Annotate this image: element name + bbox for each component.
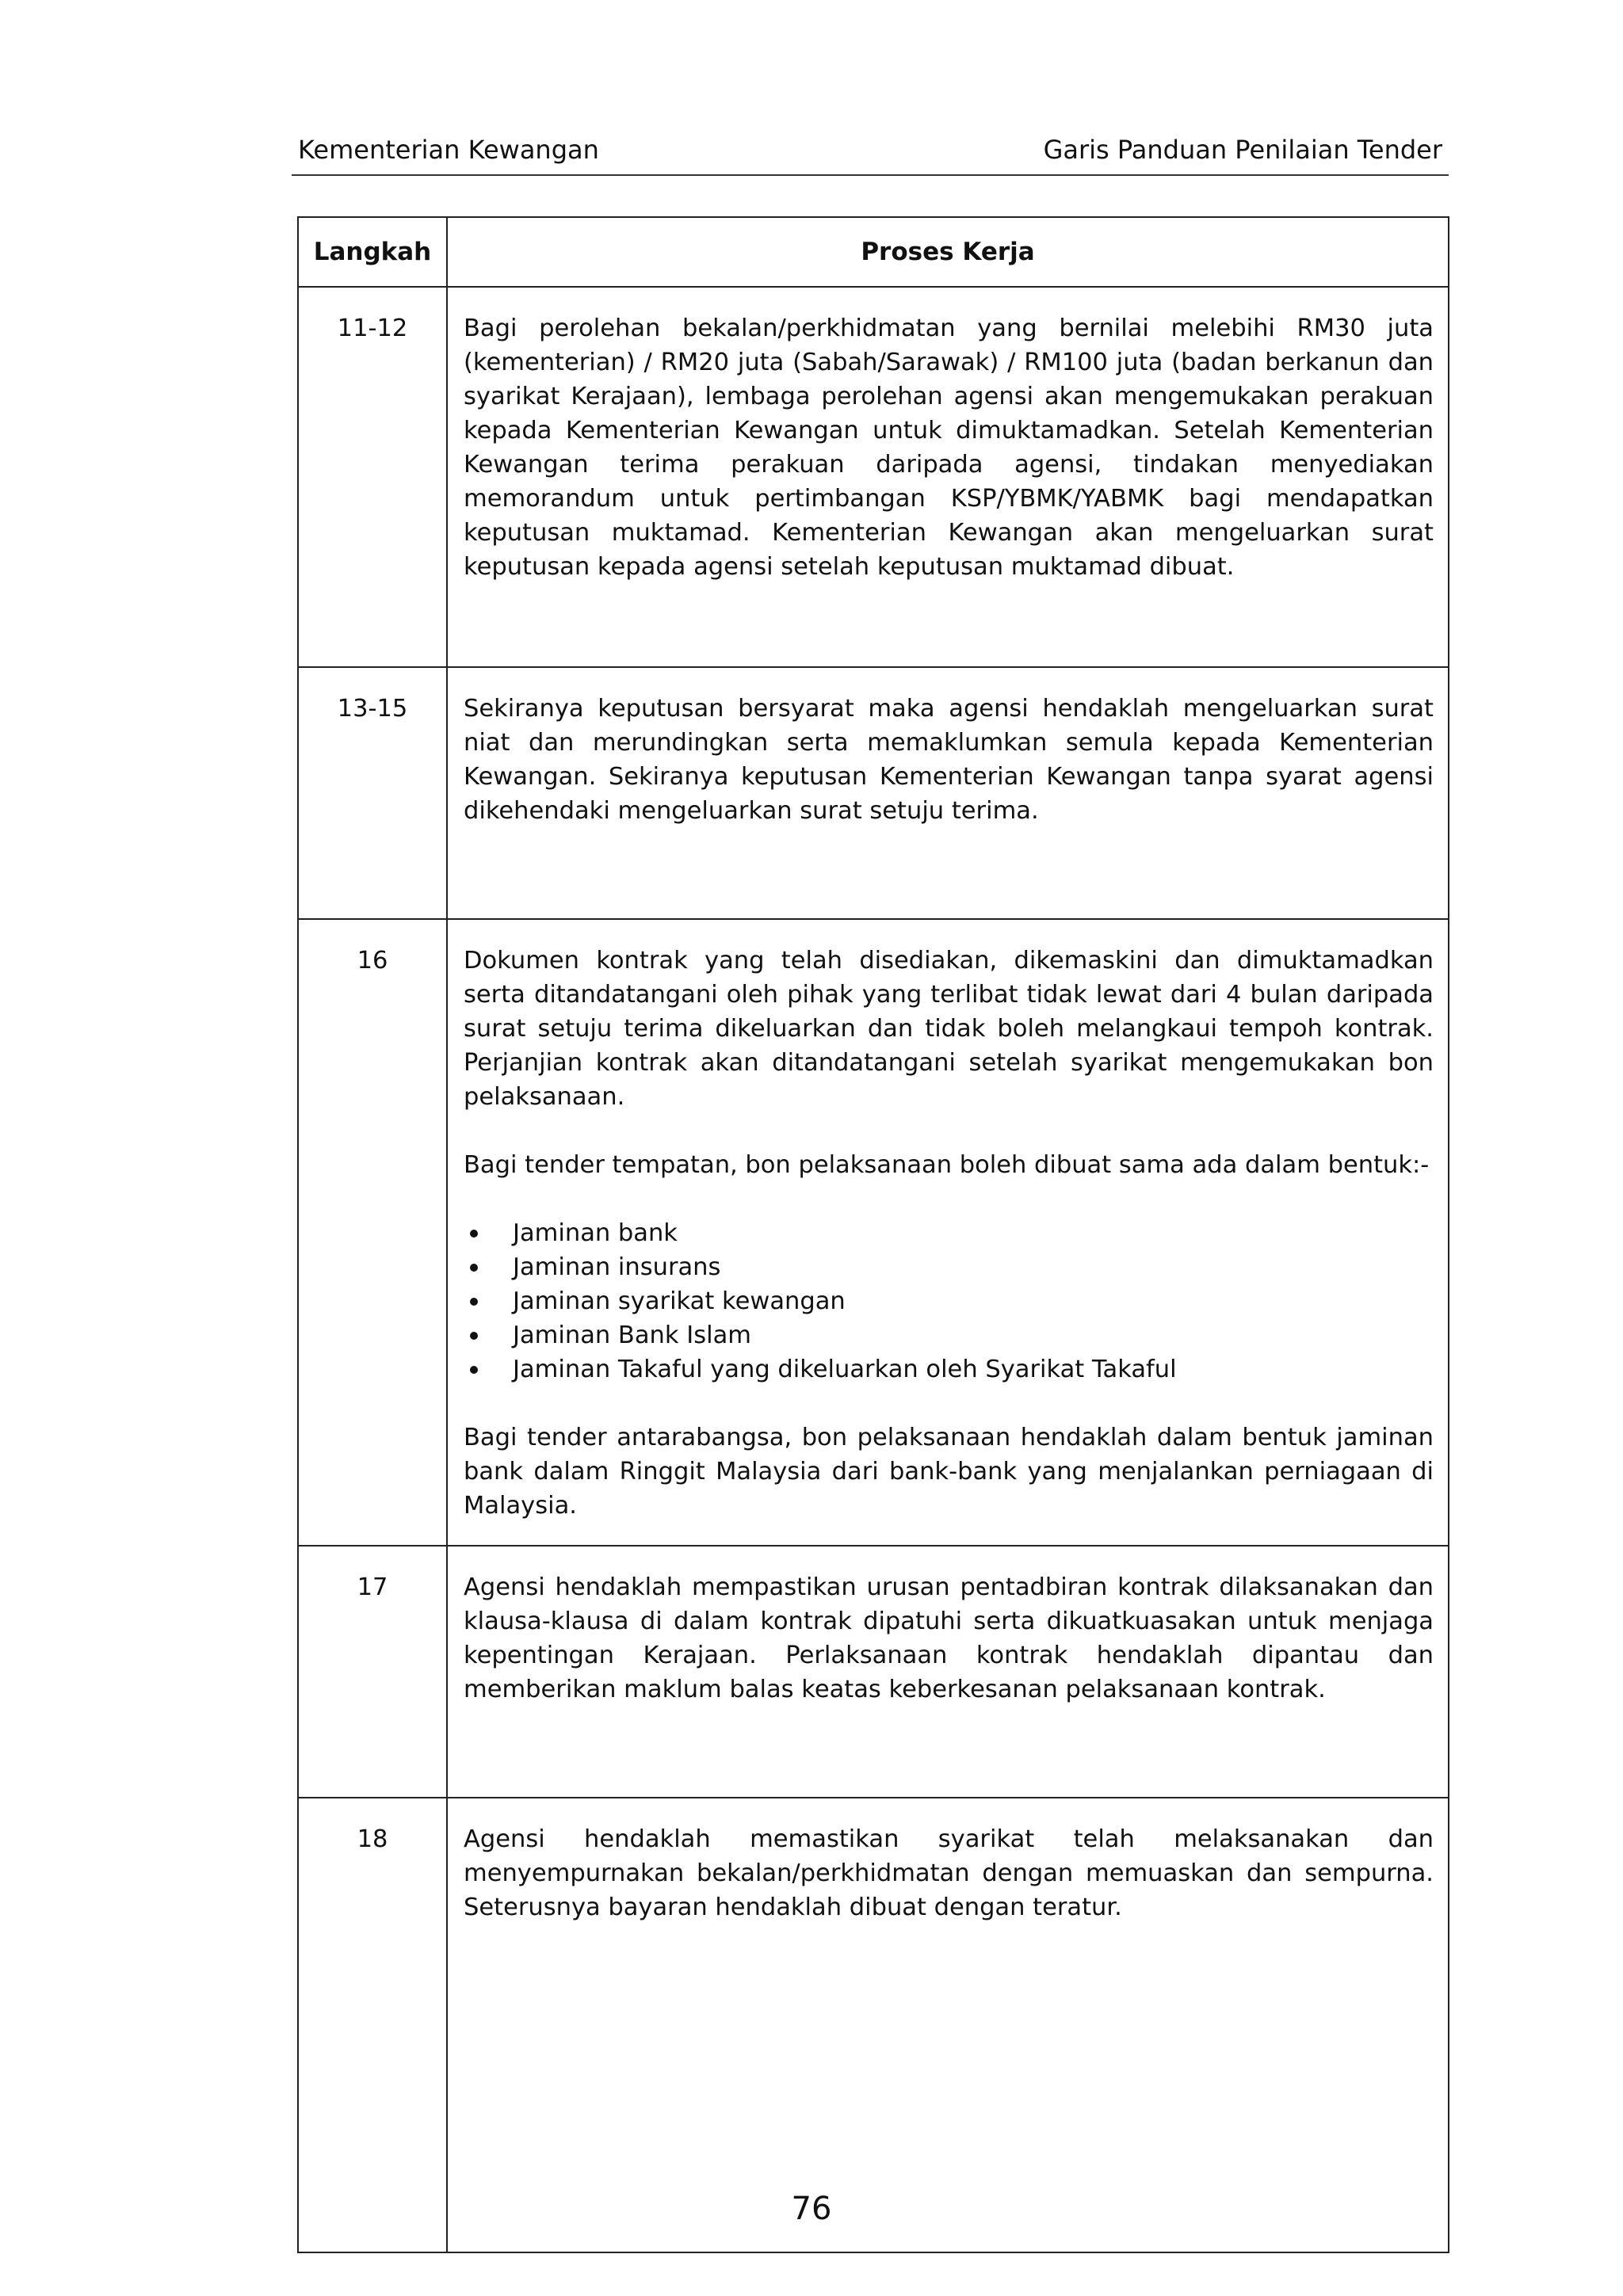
- bullet-icon: [470, 1366, 478, 1374]
- bullet-icon: [470, 1230, 478, 1238]
- bond-type-list: [464, 1216, 1434, 1386]
- paragraph: Dokumen kontrak yang telah disediakan, dikemaskini dan dimuktamadkan serta ditandatangani oleh pihak yang terlibat tidak lewat dari 4 bulan daripada surat setuju terima dikeluarkan dan tidak boleh melangkaui tempoh kontrak. Perjanjian kontrak akan ditandatangani setelah syarikat mengemukakan bon pelaksanaan.: [464, 947, 1434, 1111]
- list-item: [464, 1216, 1434, 1250]
- list-item-text: Jaminan Bank Islam: [513, 1322, 751, 1349]
- paragraph: Bagi perolehan bekalan/perkhidmatan yang bernilai melebihi RM30 juta (kementerian) / RM20 juta (Sabah/Sarawak) / RM100 juta (badan berkanun dan syarikat Kerajaan), lembaga perolehan agensi akan mengemukakan perakuan kepada Kementerian Kewangan untuk dimuktamadkan. Setelah Kementerian Kewangan terima perakuan daripada agensi, tindakan menyediakan memorandum untuk pertimbangan KSP/YBMK/YABMK bagi mendapatkan keputusan muktamad. Kementerian Kewangan akan mengeluarkan surat keputusan kepada agensi setelah keputusan muktamad dibuat.: [464, 315, 1434, 581]
- bullet-icon: [470, 1298, 478, 1306]
- header-ministry: Kementerian Kewangan: [298, 135, 599, 165]
- header-document-title: Garis Panduan Penilaian Tender: [1043, 135, 1442, 165]
- list-item-text: Jaminan insurans: [513, 1253, 721, 1281]
- bullet-icon: [470, 1332, 478, 1340]
- list-item: [464, 1318, 1434, 1352]
- process-description: [447, 667, 1449, 919]
- table-row: [298, 667, 1449, 919]
- list-item-text: Jaminan Takaful yang dikeluarkan oleh Syarikat Takaful: [513, 1356, 1177, 1383]
- page-number: 76: [791, 2191, 832, 2227]
- list-item: [464, 1284, 1434, 1318]
- paragraph: Agensi hendaklah mempastikan urusan pentadbiran kontrak dilaksanakan dan klausa-klausa di dalam kontrak dipatuhi serta dikuatkuasakan untuk menjaga kepentingan Kerajaan. Perlaksanaan kontrak hendaklah dipantau dan memberikan maklum balas keatas keberkesanan pelaksanaan kontrak.: [464, 1573, 1434, 1703]
- table-row: [298, 919, 1449, 1546]
- paragraph: Bagi tender antarabangsa, bon pelaksanaan hendaklah dalam bentuk jaminan bank dalam Ringgit Malaysia dari bank-bank yang menjalankan perniagaan di Malaysia.: [464, 1424, 1434, 1520]
- paragraph: Agensi hendaklah memastikan syarikat telah melaksanakan dan menyempurnakan bekalan/perkhidmatan dengan memuaskan dan sempurna. Seterusnya bayaran hendaklah dibuat dengan teratur.: [464, 1825, 1434, 1921]
- process-description: [447, 919, 1449, 1546]
- table-row: [298, 1798, 1449, 2252]
- step-number: 16: [298, 919, 447, 1546]
- process-description: [447, 1546, 1449, 1798]
- step-number: 17: [298, 1546, 447, 1798]
- process-description: [447, 287, 1449, 667]
- bullet-icon: [470, 1264, 478, 1272]
- table-header-row: [298, 217, 1449, 287]
- step-number: 18: [298, 1798, 447, 2252]
- process-description: [447, 1798, 1449, 2252]
- step-number: 11-12: [298, 287, 447, 667]
- list-item-text: Jaminan syarikat kewangan: [513, 1287, 846, 1315]
- list-item: [464, 1250, 1434, 1284]
- table-row: [298, 1546, 1449, 1798]
- column-header-process: Proses Kerja: [447, 217, 1449, 287]
- list-item: [464, 1352, 1434, 1386]
- paragraph: Sekiranya keputusan bersyarat maka agensi hendaklah mengeluarkan surat niat dan merundingkan serta memaklumkan semula kepada Kementerian Kewangan. Sekiranya keputusan Kementerian Kewangan tanpa syarat agensi dikehendaki mengeluarkan surat setuju terima.: [464, 695, 1434, 825]
- table-row: [298, 287, 1449, 667]
- step-number: 13-15: [298, 667, 447, 919]
- column-header-step: Langkah: [298, 217, 447, 287]
- process-table: [297, 216, 1449, 2253]
- list-item-text: Jaminan bank: [513, 1219, 678, 1247]
- paragraph: Bagi tender tempatan, bon pelaksanaan boleh dibuat sama ada dalam bentuk:-: [464, 1151, 1430, 1179]
- page-header: [292, 133, 1449, 176]
